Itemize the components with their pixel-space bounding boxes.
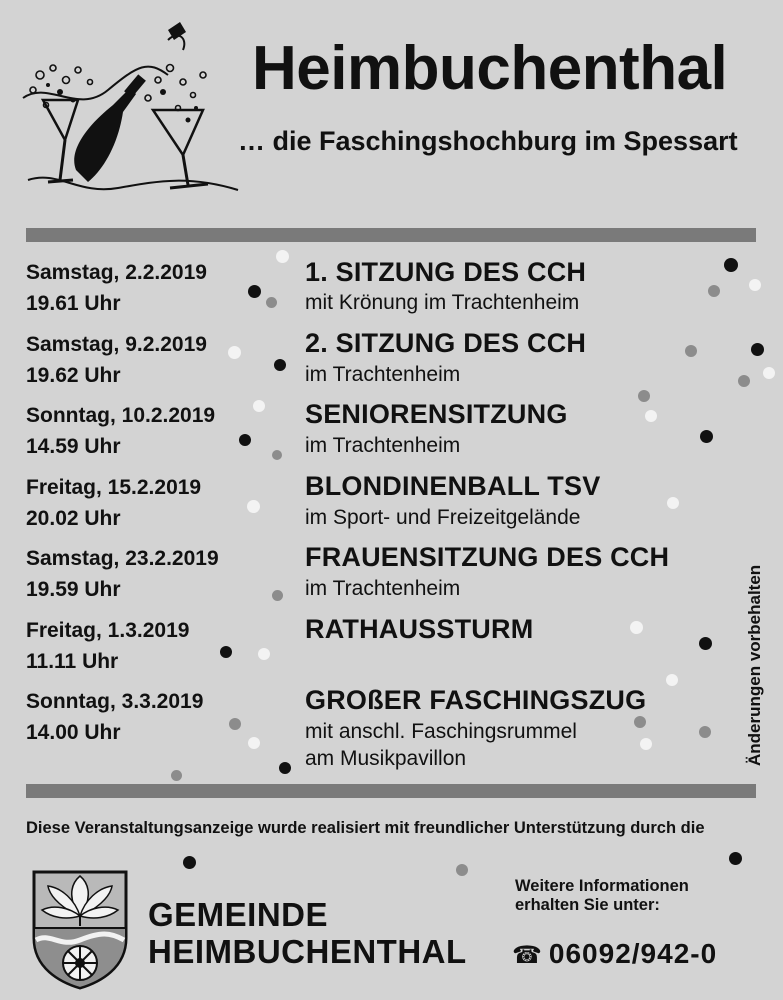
side-note — [745, 560, 775, 770]
confetti-dot — [699, 726, 711, 738]
event-title: BLONDINENBALL TSV — [305, 471, 601, 501]
confetti-dot — [738, 375, 750, 387]
confetti-dot — [634, 716, 646, 728]
event-subtitle: im Trachtenheim — [305, 434, 461, 457]
event-title: RATHAUSSTURM — [305, 614, 534, 644]
confetti-dot — [183, 856, 196, 869]
champagne-illustration — [18, 20, 243, 200]
confetti-dot — [248, 737, 260, 749]
event-title: FRAUENSITZUNG DES CCH — [305, 542, 670, 572]
phone-number[interactable] — [512, 940, 717, 968]
side-note-text: Änderungen vorbehalten — [745, 564, 764, 766]
confetti-dot — [253, 400, 265, 412]
event-title: 1. SITZUNG DES CCH — [305, 257, 587, 287]
confetti-dot — [229, 718, 241, 730]
event-date: Sonntag, 3.3.2019 — [26, 690, 204, 713]
phone-number-text: 06092/942-0 — [548, 938, 718, 969]
confetti-dot — [685, 345, 697, 357]
confetti-dot — [220, 646, 232, 658]
event-date: Sonntag, 10.2.2019 — [26, 404, 216, 427]
event-time: 14.59 Uhr — [26, 435, 121, 458]
confetti-dot — [749, 279, 761, 291]
coat-of-arms-icon — [30, 868, 130, 990]
event-time: 14.00 Uhr — [26, 721, 121, 744]
event-date: Samstag, 23.2.2019 — [26, 547, 219, 570]
top-divider — [26, 228, 756, 242]
event-title: GROßER FASCHINGSZUG — [305, 685, 647, 715]
event-time: 11.11 Uhr — [26, 650, 119, 673]
confetti-dot — [279, 762, 291, 774]
confetti-dot — [763, 367, 775, 379]
event-date: Freitag, 1.3.2019 — [26, 619, 190, 642]
confetti-dot — [640, 738, 652, 750]
support-text: Diese Veranstaltungsanzeige wurde realisiert mit freundlicher Unterstützung durch die — [26, 819, 705, 837]
info-line-1: Weitere Informationen — [515, 877, 689, 895]
info-text — [515, 877, 689, 915]
confetti-dot — [248, 285, 261, 298]
confetti-dot — [266, 297, 277, 308]
page-subtitle: … die Faschingshochburg im Spessart — [238, 126, 738, 156]
confetti-dot — [699, 637, 712, 650]
event-time: 19.61 Uhr — [26, 292, 121, 315]
event-subtitle: am Musikpavillon — [305, 747, 467, 770]
confetti-dot — [700, 430, 713, 443]
event-date: Freitag, 15.2.2019 — [26, 476, 202, 499]
page-title: Heimbuchenthal — [252, 34, 728, 103]
event-time: 19.62 Uhr — [26, 364, 121, 387]
event-subtitle: im Trachtenheim — [305, 363, 461, 386]
confetti-dot — [258, 648, 270, 660]
municipality-name-line2: HEIMBUCHENTHAL — [148, 933, 467, 970]
confetti-dot — [272, 590, 283, 601]
confetti-dot — [630, 621, 643, 634]
event-time: 19.59 Uhr — [26, 578, 121, 601]
municipality-name-line1: GEMEINDE — [148, 896, 329, 933]
event-title: 2. SITZUNG DES CCH — [305, 328, 587, 358]
confetti-dot — [239, 434, 251, 446]
confetti-dot — [708, 285, 720, 297]
confetti-dot — [751, 343, 764, 356]
confetti-dot — [456, 864, 468, 876]
confetti-dot — [228, 346, 241, 359]
event-date: Samstag, 9.2.2019 — [26, 333, 207, 356]
event-time: 20.02 Uhr — [26, 507, 121, 530]
confetti-dot — [247, 500, 260, 513]
event-title: SENIORENSITZUNG — [305, 399, 568, 429]
confetti-dot — [645, 410, 657, 422]
confetti-dot — [729, 852, 742, 865]
event-subtitle: mit anschl. Faschingsrummel — [305, 720, 577, 743]
confetti-dot — [724, 258, 738, 272]
event-date: Samstag, 2.2.2019 — [26, 261, 207, 284]
confetti-dot — [638, 390, 650, 402]
event-subtitle: im Sport- und Freizeitgelände — [305, 506, 581, 529]
event-subtitle: im Trachtenheim — [305, 577, 461, 600]
confetti-dot — [276, 250, 289, 263]
info-line-2: erhalten Sie unter: — [515, 895, 660, 914]
confetti-dot — [666, 674, 678, 686]
event-subtitle: mit Krönung im Trachtenheim — [305, 291, 580, 314]
confetti-dot — [274, 359, 286, 371]
confetti-dot — [171, 770, 182, 781]
confetti-dot — [272, 450, 282, 460]
bottom-divider — [26, 784, 756, 798]
confetti-dot — [667, 497, 679, 509]
telephone-icon: ☎ — [512, 942, 543, 969]
